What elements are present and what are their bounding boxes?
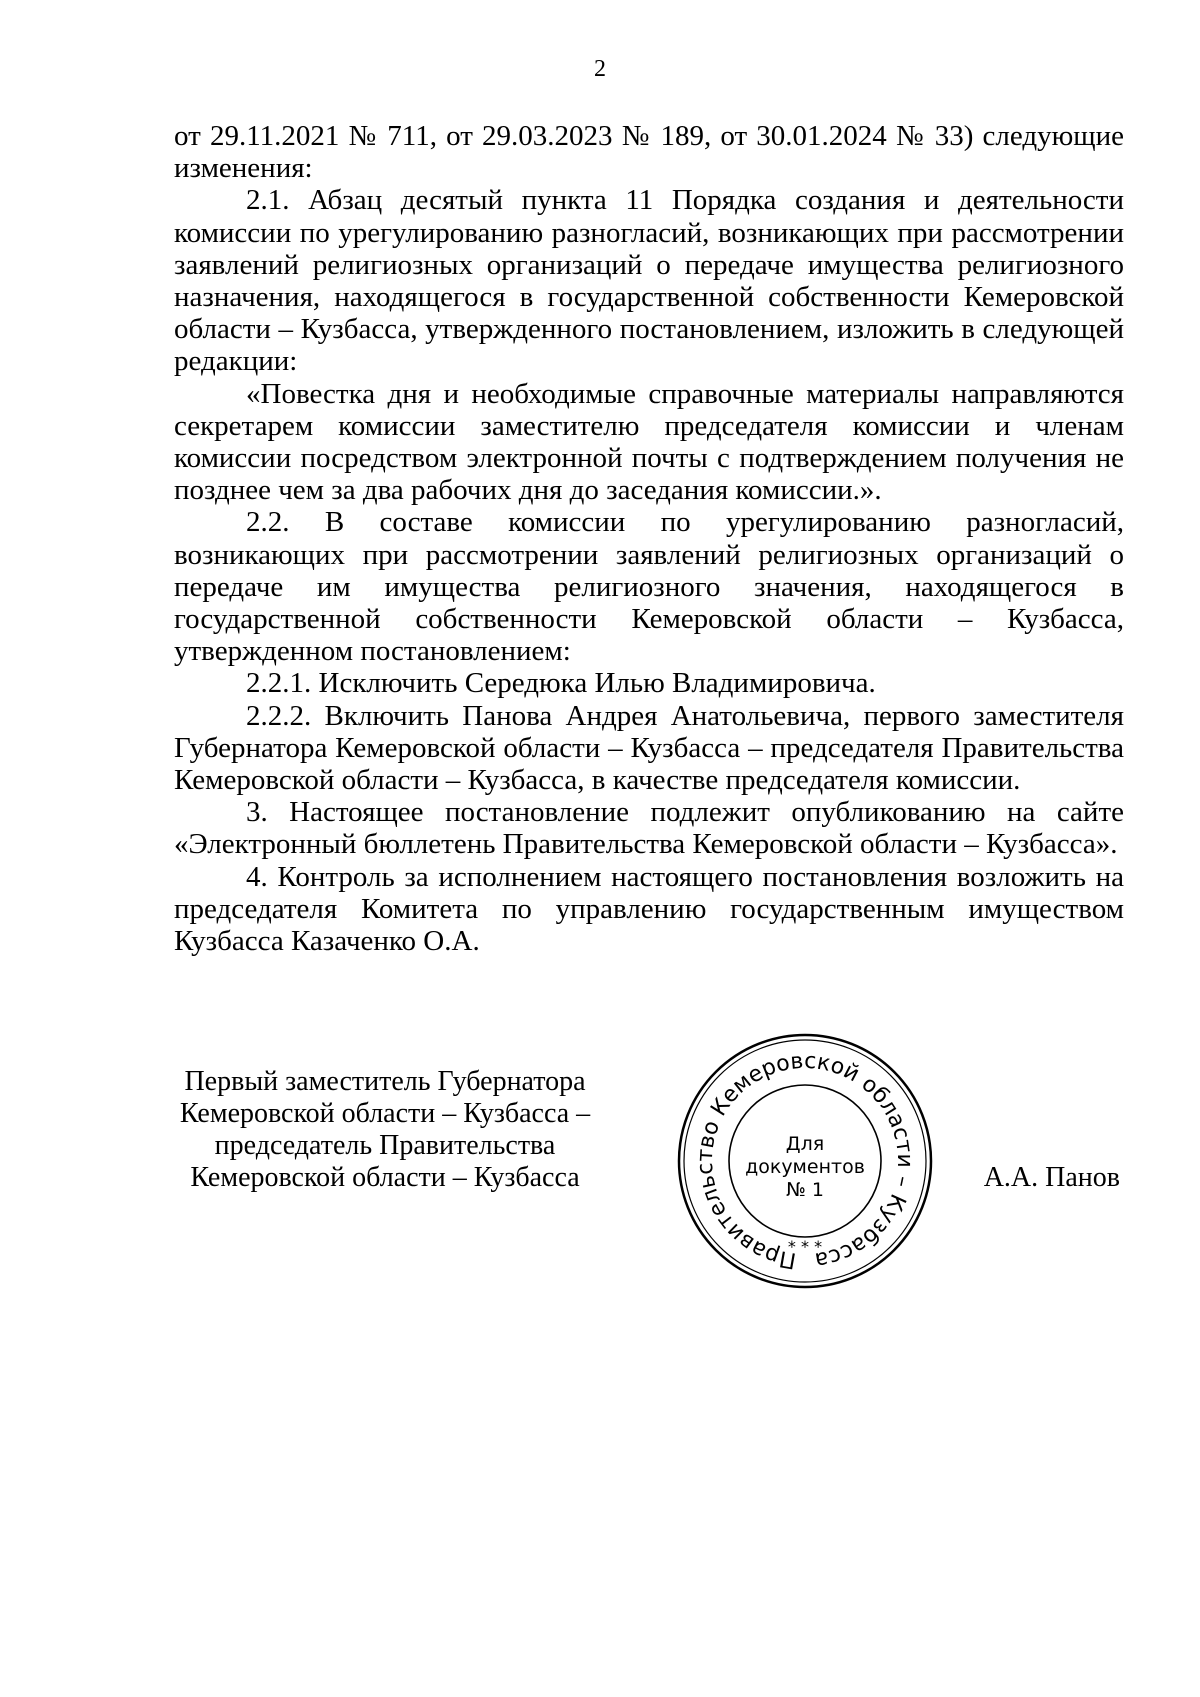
- paragraph-3: 3. Настоящее постановление подлежит опубликованию на сайте «Электронный бюллетень Правительства Кемеровской области – Кузбасса».: [174, 796, 1124, 861]
- page-number: 2: [594, 56, 606, 82]
- stamp-center-line: № 1: [786, 1179, 824, 1201]
- paragraph-2-2-1: 2.2.1. Исключить Середюка Илью Владимировича.: [246, 667, 876, 700]
- paragraph-2-2-2: 2.2.2. Включить Панова Андрея Анатольевича, первого заместителя Губернатора Кемеровской области – Кузбасса – председателя Правительства Кемеровской области – Кузбасса, в качестве председателя комиссии.: [174, 699, 1124, 797]
- signatory-position-line: Кемеровской области – Кузбасса –: [179, 1098, 591, 1129]
- stamp-stars: * * *: [787, 1237, 823, 1256]
- signatory-name: А.А. Панов: [983, 1162, 1120, 1193]
- paragraph-2-2: 2.2. В составе комиссии по урегулированию разногласий, возникающих при рассмотрении заявлений религиозных организаций о передаче им имущества религиозного значения, находящегося в государственной собственности Кемеровской области – Кузбасса, утвержденном постановлением:: [174, 506, 1124, 668]
- document-body: [174, 120, 1124, 957]
- stamp-center-line: документов: [745, 1156, 865, 1178]
- signatory-position-line: Первый заместитель Губернатора: [184, 1066, 586, 1097]
- paragraph-continuation: от 29.11.2021 № 711, от 29.03.2023 № 189, от 30.01.2024 № 33) следующие изменения:: [174, 120, 1124, 185]
- official-stamp: [670, 1026, 940, 1296]
- stamp-seal-icon: [670, 1026, 940, 1296]
- paragraph-quoted-text: «Повестка дня и необходимые справочные материалы направляются секретарем комиссии заместителю председателя комиссии и членам комиссии посредством электронной почты с подтверждением получения не позднее чем за два рабочих дня до заседания комиссии.».: [174, 377, 1124, 507]
- stamp-ring-text: Правительство Кемеровской области – Кузбасса: [692, 1048, 918, 1273]
- signatory-position-line: Кемеровской области – Кузбасса: [190, 1162, 580, 1193]
- paragraph-4: 4. Контроль за исполнением настоящего постановления возложить на председателя Комитета по управлению государственным имуществом Кузбасса Казаченко О.А.: [174, 860, 1124, 958]
- stamp-center-line: Для: [785, 1133, 825, 1155]
- signatory-position: [160, 1066, 610, 1194]
- signatory-position-line: председатель Правительства: [214, 1130, 556, 1161]
- paragraph-2-1: 2.1. Абзац десятый пункта 11 Порядка создания и деятельности комиссии по урегулированию разногласий, возникающих при рассмотрении заявлений религиозных организаций о передаче имущества религиозного назначения, находящегося в государственной собственности Кемеровской области – Кузбасса, утвержденного постановлением, изложить в следующей редакции:: [174, 184, 1124, 378]
